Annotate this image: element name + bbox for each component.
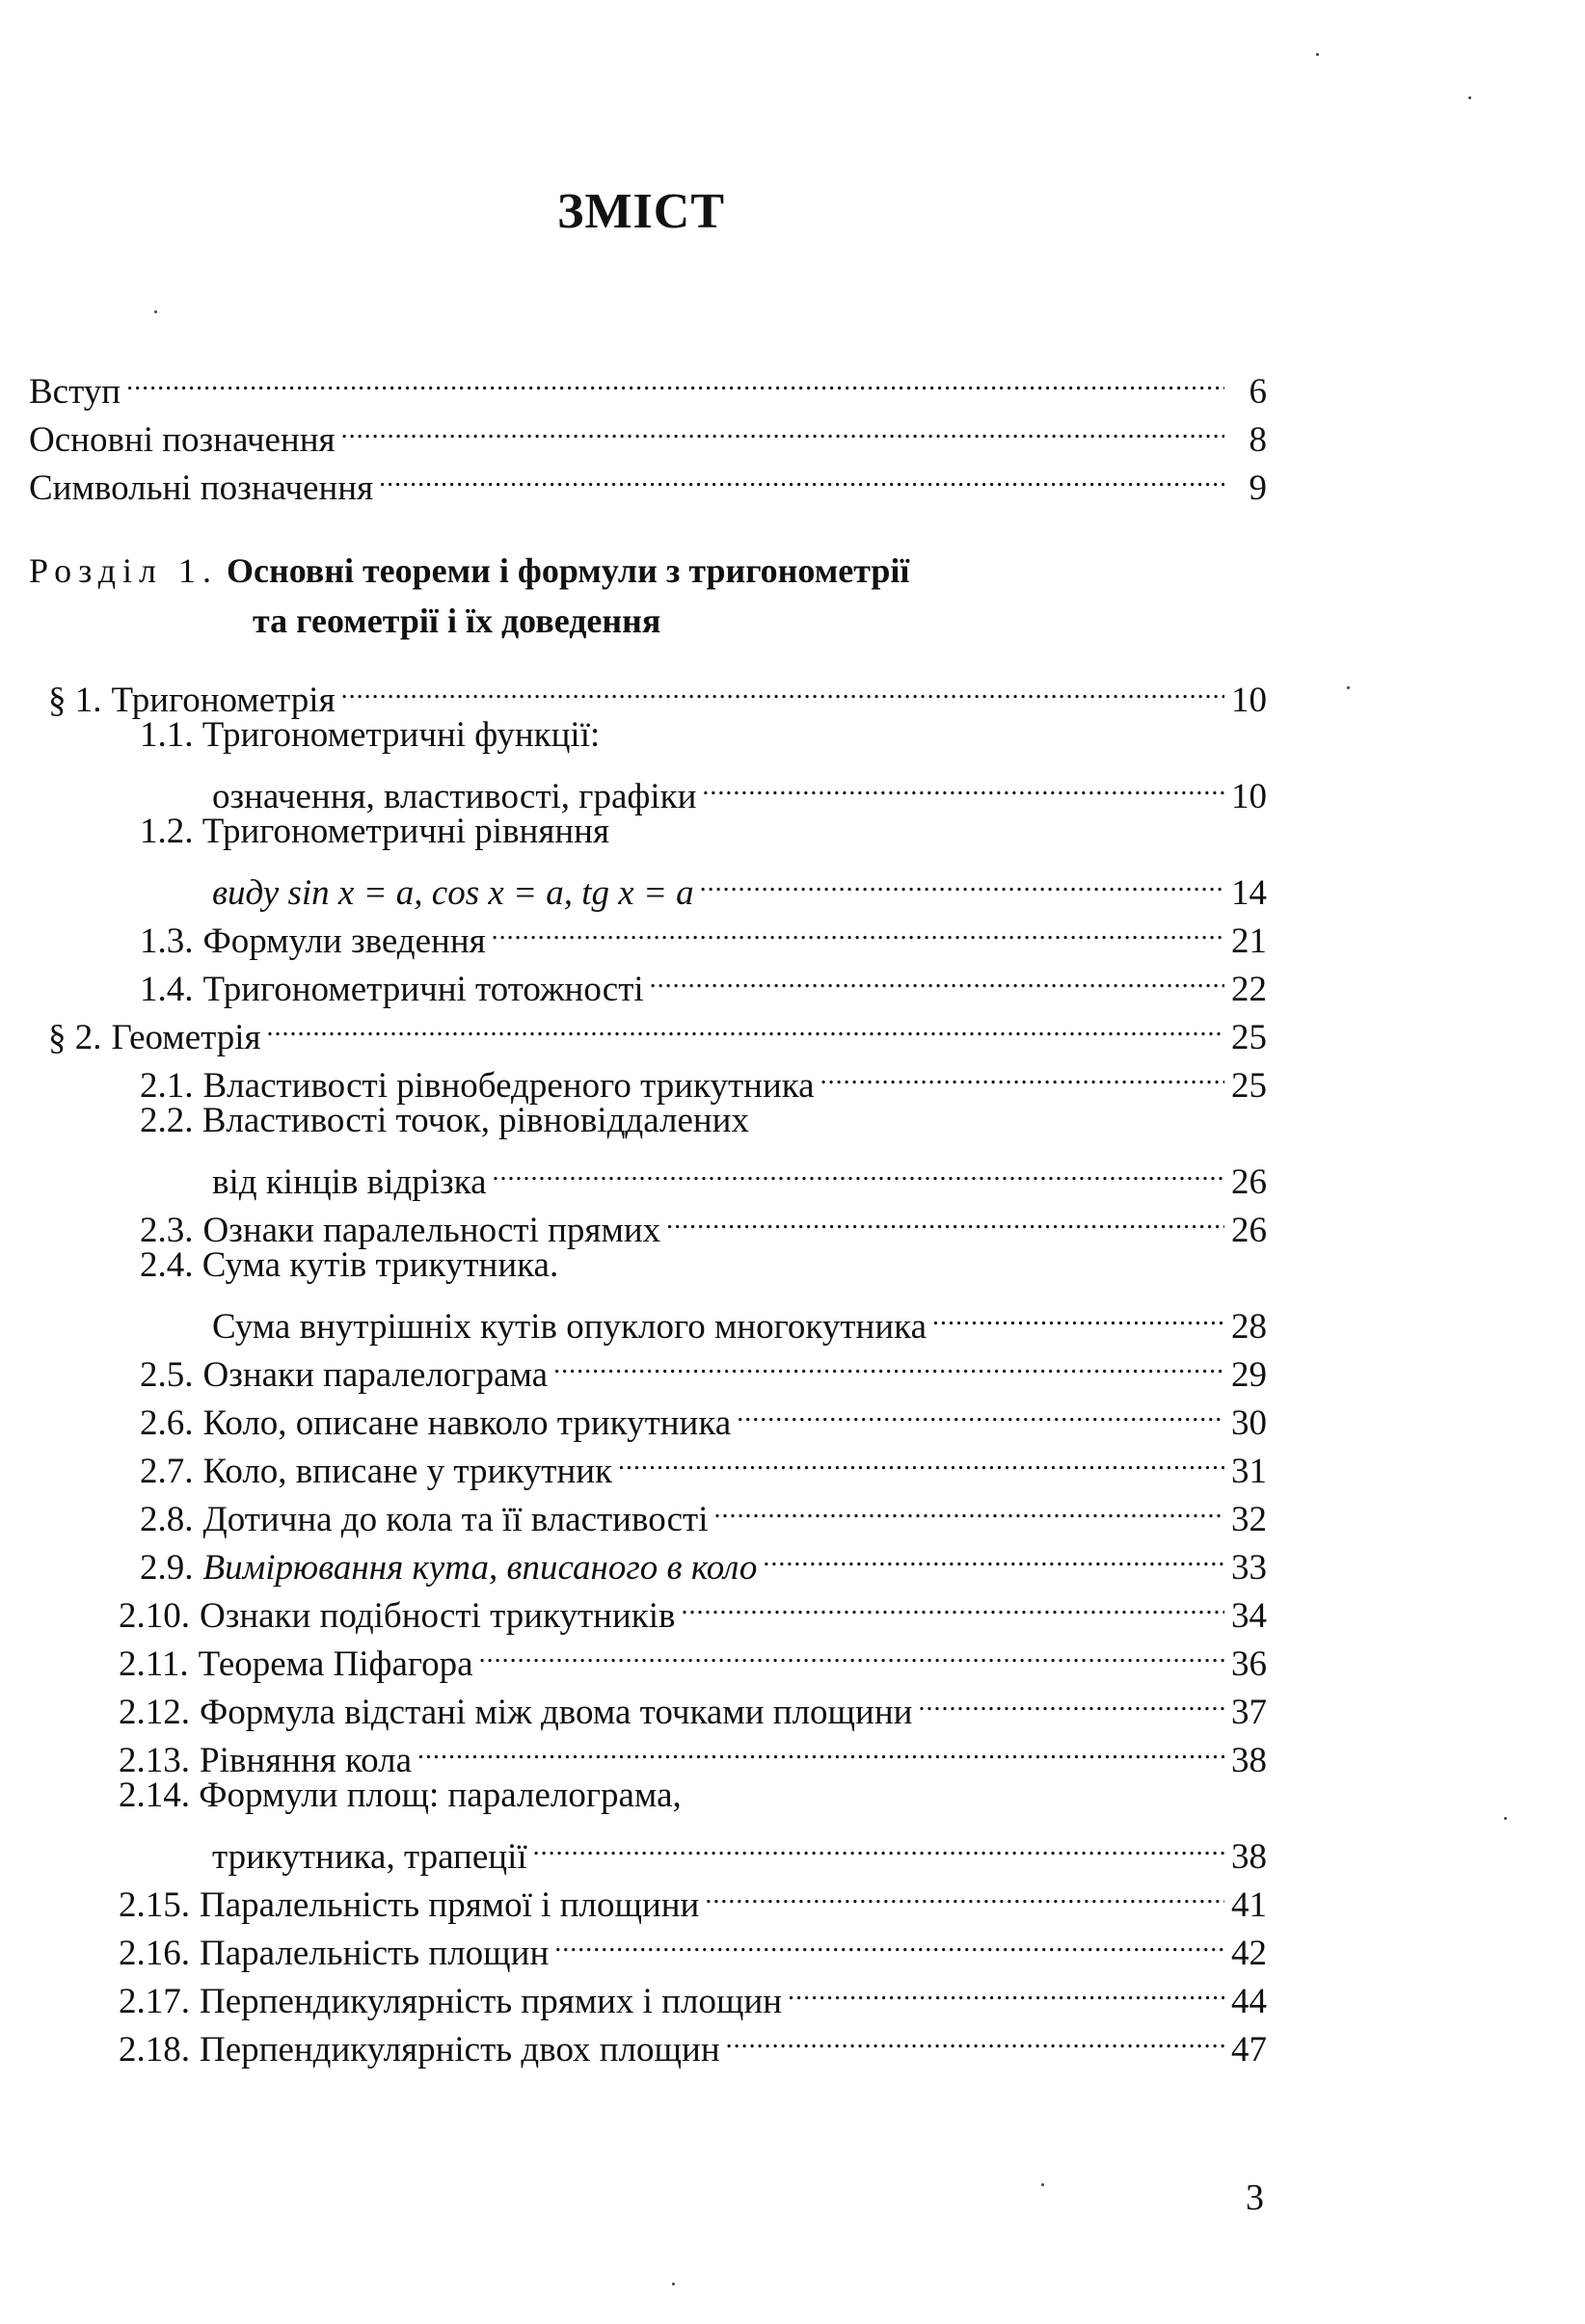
item-label-line1: Тригонометричні рівняння [201,812,609,851]
leader-dots [267,1001,1224,1049]
toc-item-2-5[interactable] [0,1338,1585,1395]
toc-label: Ознаки паралелограма [202,1355,549,1395]
leader-dots [788,1964,1224,2013]
chapter-title-line2-wrap [253,598,660,644]
item-label-line1: Тригонометричні функції: [201,715,601,755]
leader-dots [705,1868,1224,1916]
toc-item-2-3[interactable] [0,1193,1585,1250]
toc-page: 37 [1231,1693,1267,1732]
toc-page: 25 [1231,1066,1267,1106]
toc-item-1-1-first-line[interactable] [140,711,600,760]
toc-page: 8 [1249,420,1267,460]
toc-item-2-2-first-line[interactable] [140,1097,749,1145]
toc-page: 22 [1231,970,1267,1009]
leader-dots [714,1483,1225,1531]
item-number: 2.10. [119,1596,190,1636]
toc-page: 36 [1231,1644,1267,1684]
leader-dots [126,355,1224,403]
item-number: 2.7. [140,1452,194,1491]
toc-entry-intro[interactable] [0,355,1585,412]
section-number: § 2. [48,1018,102,1057]
scan-speck [154,310,157,313]
toc-page: 28 [1231,1307,1267,1347]
toc-section-geometry[interactable] [0,1001,1585,1057]
toc-item-1-1[interactable] [0,760,1585,816]
leader-dots [492,904,1224,952]
leader-dots [666,1193,1224,1242]
toc-item-2-18[interactable] [0,2013,1585,2070]
toc-item-2-16[interactable] [0,1916,1585,1973]
toc-item-2-14-first-line[interactable] [119,1772,682,1820]
toc-item-2-7[interactable] [0,1434,1585,1491]
toc-item-2-9[interactable] [0,1531,1585,1588]
toc-page: 38 [1231,1741,1267,1780]
page-number: 3 [1246,2177,1264,2218]
scan-speck [1316,53,1319,56]
toc-page: 14 [1231,873,1267,913]
leader-dots [702,760,1224,808]
section-number: § 1. [48,681,102,720]
toc-label: Паралельність площин [200,1934,550,1973]
item-number: 1.4. [140,970,194,1009]
item-number: 1.3. [140,922,194,961]
toc-page: 38 [1231,1837,1267,1877]
chapter-title-line2: та геометрії і їх доведення [253,601,661,640]
toc-item-2-8[interactable] [0,1483,1585,1539]
leader-dots [341,403,1224,451]
leader-dots [737,1386,1224,1434]
toc-page: 32 [1231,1500,1267,1539]
toc-item-2-2[interactable] [0,1145,1585,1202]
scan-speck [1504,1817,1507,1820]
leader-dots [533,1820,1224,1868]
toc-page: 10 [1231,681,1267,720]
leader-dots [700,856,1224,904]
leader-dots [918,1675,1224,1723]
toc-item-1-4[interactable] [0,952,1585,1009]
item-label-line2: трикутника, трапеції [212,1837,527,1877]
leader-dots [493,1145,1225,1193]
item-number: 1.1. [140,715,194,755]
leader-dots [650,952,1224,1001]
toc-label: Формула відстані між двома точками площини [200,1693,913,1732]
leader-dots [341,663,1224,711]
item-label-line2: виду sin x = a, cos x = a, tg x = a [212,873,694,913]
item-number: 2.9. [140,1548,194,1588]
scan-speck [1347,686,1350,689]
leader-dots [681,1579,1224,1627]
toc-label: Геометрія [111,1018,261,1057]
toc-page: 25 [1231,1018,1267,1057]
toc-page: 30 [1231,1403,1267,1443]
scan-speck [672,2283,675,2285]
item-number: 2.8. [140,1500,194,1539]
toc-label: Рівняння кола [200,1741,413,1780]
toc-page: 10 [1231,777,1267,816]
toc-item-2-10[interactable] [0,1579,1585,1636]
toc-page: 47 [1231,2030,1267,2070]
scan-speck [1041,2183,1044,2186]
toc-page: 34 [1231,1596,1267,1636]
toc-page: 21 [1231,922,1267,961]
toc-item-2-4-first-line[interactable] [140,1242,558,1290]
toc-item-1-2-first-line[interactable] [140,808,609,856]
toc-label: Ознаки паралельності прямих [202,1211,661,1250]
toc-page: 41 [1231,1885,1267,1925]
item-number: 2.18. [119,2030,190,2070]
toc-label: Коло, вписане у трикутник [202,1452,613,1491]
toc-label: Паралельність прямої і площини [200,1885,700,1925]
toc-label: Теорема Піфагора [198,1644,473,1684]
item-number: 2.6. [140,1403,194,1443]
item-number: 2.4. [140,1245,194,1285]
toc-label: Тригонометрія [111,681,336,720]
toc-label: Коло, описане навколо трикутника [202,1403,732,1443]
leader-dots [820,1049,1224,1097]
toc-label: Перпендикулярність прямих і площин [200,1982,783,2021]
toc-item-2-11[interactable] [0,1627,1585,1684]
toc-item-2-13[interactable] [0,1723,1585,1780]
toc-item-2-15[interactable] [0,1868,1585,1925]
toc-label: Вступ [29,372,121,412]
chapter-heading [29,548,909,594]
item-label-line1: Формули площ: паралелограма, [199,1776,682,1815]
toc-label: Перпендикулярність двох площин [200,2030,720,2070]
toc-item-2-6[interactable] [0,1386,1585,1443]
item-number: 2.17. [119,1982,190,2021]
toc-entry-symbol-notation[interactable] [0,451,1585,508]
page-title: ЗМІСТ [557,184,725,239]
toc-entry-basic-notation[interactable] [0,403,1585,460]
toc-item-2-4[interactable] [0,1290,1585,1347]
item-number: 2.5. [140,1355,194,1395]
toc-page: 9 [1249,468,1267,508]
item-label-line2: Сума внутрішніх кутів опуклого многокутника [212,1307,927,1347]
toc-item-1-3[interactable] [0,904,1585,961]
toc-label: Основні позначення [29,420,336,460]
leader-dots [554,1916,1224,1964]
item-label-line2: означення, властивості, графіки [212,777,697,816]
leader-dots [379,451,1224,499]
item-number: 2.13. [119,1741,190,1780]
toc-item-2-1[interactable] [0,1049,1585,1106]
chapter-title-line1: Основні теореми і формули з тригонометрії [226,551,910,590]
item-label-line1: Властивості точок, рівновіддалених [201,1101,749,1140]
toc-item-1-2[interactable] [0,856,1585,913]
leader-dots [932,1290,1224,1338]
item-label-line2: від кінців відрізка [212,1162,487,1202]
toc-page: 6 [1249,372,1267,412]
toc-page: 44 [1231,1982,1267,2021]
toc-page: 42 [1231,1934,1267,1973]
item-number: 2.16. [119,1934,190,1973]
toc-label: Ознаки подібності трикутників [200,1596,676,1636]
item-number: 2.3. [140,1211,194,1250]
leader-dots [553,1338,1224,1386]
toc-page: 29 [1231,1355,1267,1395]
toc-page: 33 [1231,1548,1267,1588]
leader-dots [763,1531,1224,1579]
leader-dots [618,1434,1224,1483]
leader-dots [479,1627,1224,1675]
item-number: 2.2. [140,1101,194,1140]
scan-speck [1468,96,1471,99]
item-label-line1: Сума кутів трикутника. [201,1245,559,1285]
item-number: 2.15. [119,1885,190,1925]
toc-label: Властивості рівнобедреного трикутника [202,1066,815,1106]
item-number: 2.11. [119,1644,189,1684]
toc-page: 26 [1231,1211,1267,1250]
item-number: 1.2. [140,812,194,851]
toc-item-2-14[interactable] [0,1820,1585,1877]
item-number: 2.1. [140,1066,194,1106]
toc-label: Символьні позначення [29,468,374,508]
item-number: 2.12. [119,1693,190,1732]
toc-page: 31 [1231,1452,1267,1491]
leader-dots [726,2013,1224,2061]
toc-label: Формули зведення [202,922,486,961]
toc-label: Тригонометричні тотожності [202,970,644,1009]
chapter-prefix: Розділ 1. [29,551,218,590]
toc-item-2-17[interactable] [0,1964,1585,2021]
toc-label: Дотична до кола та її властивості [202,1500,709,1539]
toc-page: 26 [1231,1162,1267,1202]
toc-label: Вимірювання кута, вписаного в коло [202,1548,758,1588]
toc-item-2-12[interactable] [0,1675,1585,1732]
item-number: 2.14. [119,1776,190,1815]
leader-dots [417,1723,1224,1772]
